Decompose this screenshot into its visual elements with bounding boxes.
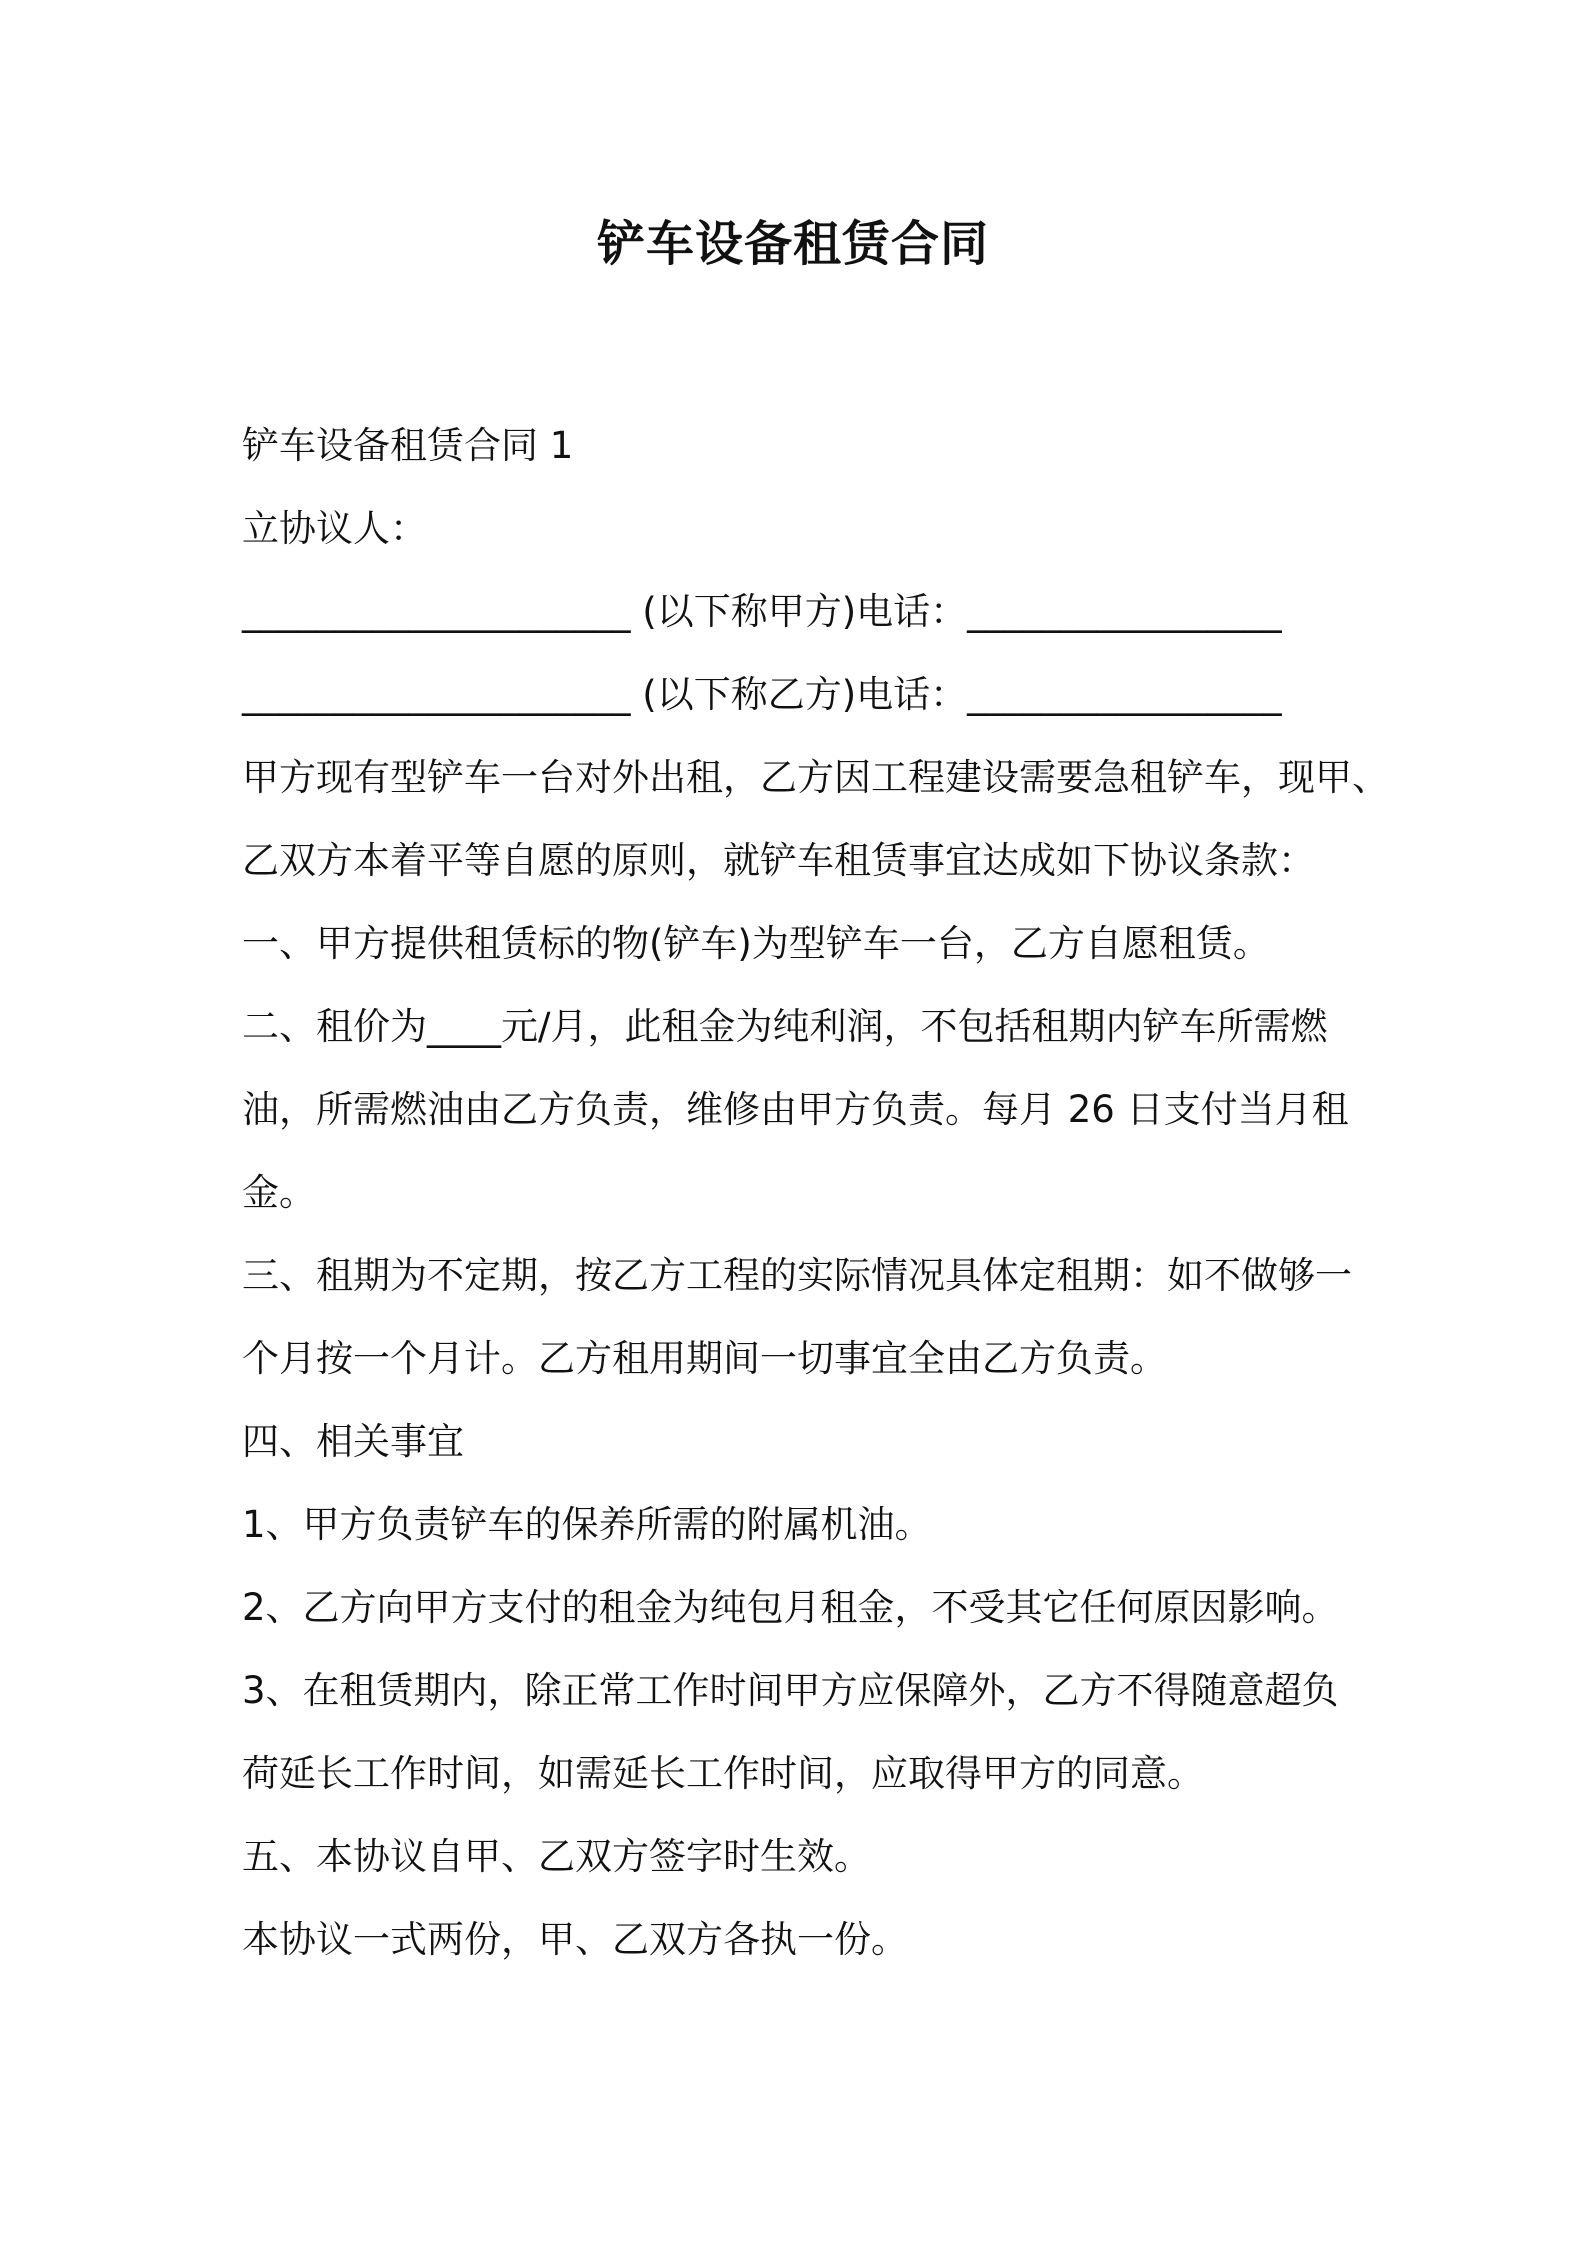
section-heading: 铲车设备租赁合同 1: [242, 424, 574, 467]
item-1: 1、甲方负责铲车的保养所需的附属机油。: [242, 1503, 932, 1546]
item-2: 2、乙方向甲方支付的租金为纯包月租金，不受其它任何原因影响。: [242, 1586, 1339, 1629]
clause-1: 一、甲方提供租赁标的物(铲车)为型铲车一台，乙方自愿租赁。: [242, 922, 1270, 965]
party-a-line: _____________________ (以下称甲方)电话：_________________: [242, 590, 1282, 633]
document-body: [242, 404, 1389, 1981]
clause-2-line-2: 油，所需燃油由乙方负责，维修由甲方负责。每月 26 日支付当月租: [242, 1088, 1349, 1131]
item-3-line-2: 荷延长工作时间，如需延长工作时间，应取得甲方的同意。: [242, 1752, 1204, 1795]
clause-5: 五、本协议自甲、乙双方签字时生效。: [242, 1835, 871, 1878]
intro-line-1: 甲方现有型铲车一台对外出租，乙方因工程建设需要急租铲车，现甲、: [242, 756, 1389, 799]
clause-2-line-3: 金。: [242, 1171, 316, 1214]
clause-3-line-2: 个月按一个月计。乙方租用期间一切事宜全由乙方负责。: [242, 1337, 1167, 1380]
item-3-line-1: 3、在租赁期内，除正常工作时间甲方应保障外，乙方不得随意超负: [242, 1669, 1339, 1712]
party-b-line: _____________________ (以下称乙方)电话：_________________: [242, 673, 1282, 716]
clause-4-heading: 四、相关事宜: [242, 1420, 464, 1463]
closing-line: 本协议一式两份，甲、乙双方各执一份。: [242, 1918, 908, 1961]
intro-line-2: 乙双方本着平等自愿的原则，就铲车租赁事宜达成如下协议条款：: [242, 839, 1315, 882]
clause-2-line-1: 二、租价为____元/月，此租金为纯利润，不包括租期内铲车所需燃: [242, 1005, 1328, 1048]
clause-3-line-1: 三、租期为不定期，按乙方工程的实际情况具体定租期：如不做够一: [242, 1254, 1352, 1297]
parties-label: 立协议人：: [242, 507, 427, 550]
page-title: 铲车设备租赁合同: [596, 216, 989, 272]
